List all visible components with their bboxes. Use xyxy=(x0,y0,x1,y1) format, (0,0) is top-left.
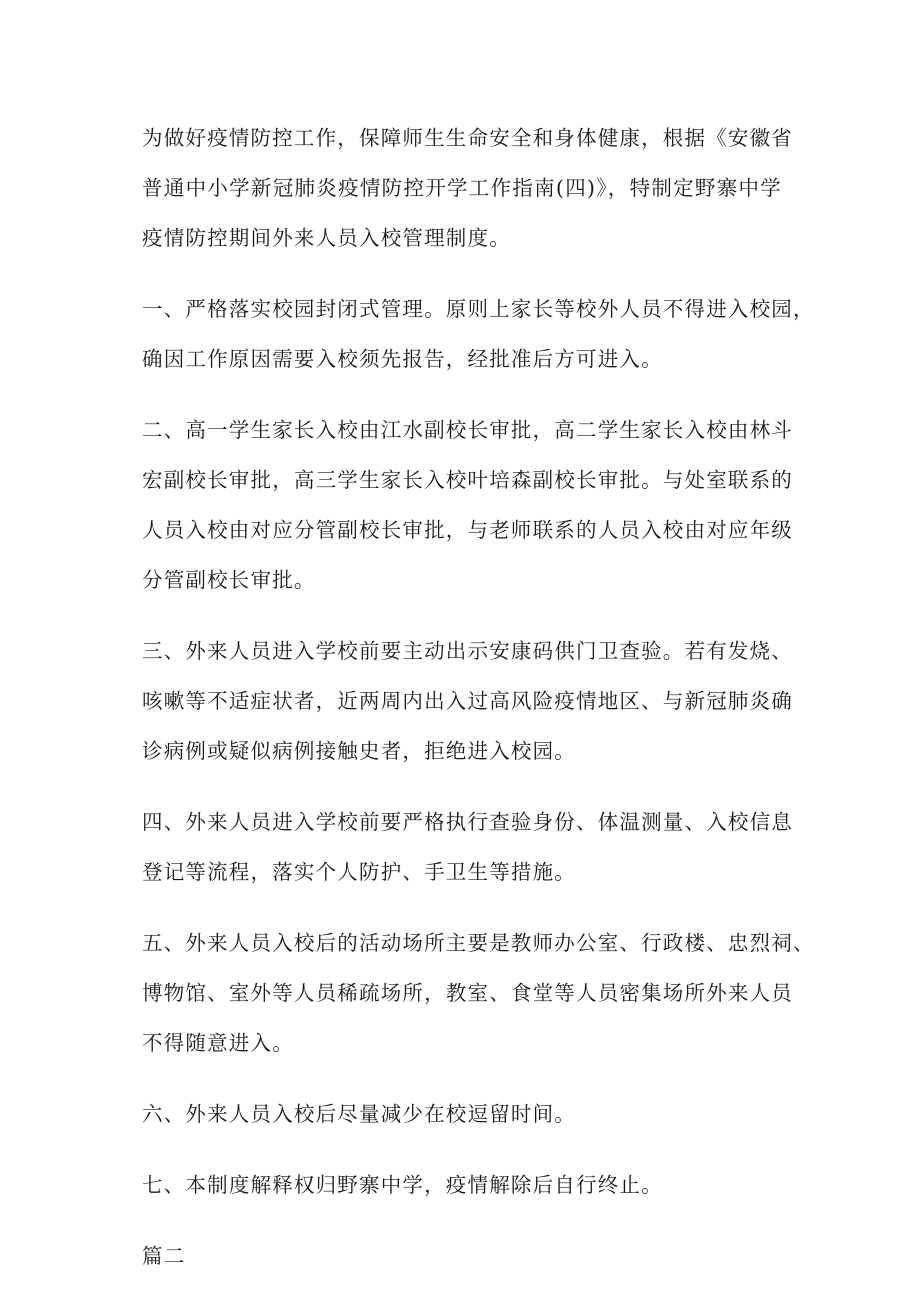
text-line: 六、外来人员入校后尽量减少在校逗留时间。 xyxy=(142,1102,576,1126)
text-line: 四、外来人员进入学校前要严格执行查验身份、体温测量、入校信息 xyxy=(142,810,793,834)
text-line: 人员入校由对应分管副校长审批，与老师联系的人员入校由对应年级 xyxy=(142,518,793,542)
rule-paragraph-1 xyxy=(142,284,815,384)
rule-paragraph-6 xyxy=(142,1089,782,1139)
rule-paragraph-7 xyxy=(142,1160,782,1210)
text-line: 三、外来人员进入学校前要主动出示安康码供门卫查验。若有发烧、 xyxy=(142,639,793,663)
text-line: 博物馆、室外等人员稀疏场所，教室、食堂等人员密集场所外来人员 xyxy=(142,981,793,1005)
rule-paragraph-3 xyxy=(142,626,793,776)
text-line: 诊病例或疑似病例接触史者，拒绝进入校园。 xyxy=(142,739,576,763)
rule-paragraph-4 xyxy=(142,797,793,897)
text-line: 宏副校长审批，高三学生家长入校叶培森副校长审批。与处室联系的 xyxy=(142,468,793,492)
text-line: 分管副校长审批。 xyxy=(142,568,316,592)
text-line: 登记等流程，落实个人防护、手卫生等措施。 xyxy=(142,860,576,884)
text-line: 普通中小学新冠肺炎疫情防控开学工作指南(四)》，特制定野寨中学 xyxy=(142,176,782,200)
section-heading xyxy=(142,1231,782,1281)
text-line: 咳嗽等不适症状者，近两周内出入过高风险疫情地区、与新冠肺炎确 xyxy=(142,689,793,713)
text-line: 二、高一学生家长入校由江水副校长审批，高二学生家长入校由林斗 xyxy=(142,418,793,442)
document-page xyxy=(142,113,815,1281)
text-line: 七、本制度解释权归野寨中学，疫情解除后自行终止。 xyxy=(142,1173,663,1197)
intro-paragraph xyxy=(142,113,793,263)
rule-paragraph-2 xyxy=(142,405,793,605)
text-line: 不得随意进入。 xyxy=(142,1031,294,1055)
rule-paragraph-5 xyxy=(142,918,815,1068)
text-line: 篇二 xyxy=(142,1244,186,1268)
text-line: 为做好疫情防控工作，保障师生生命安全和身体健康，根据《安徽省 xyxy=(142,126,793,150)
text-line: 疫情防控期间外来人员入校管理制度。 xyxy=(142,226,511,250)
text-line: 确因工作原因需要入校须先报告，经批准后方可进入。 xyxy=(142,347,663,371)
text-line: 五、外来人员入校后的活动场所主要是教师办公室、行政楼、忠烈祠、 xyxy=(142,931,815,955)
text-line: 一、严格落实校园封闭式管理。原则上家长等校外人员不得进入校园， xyxy=(142,297,815,321)
